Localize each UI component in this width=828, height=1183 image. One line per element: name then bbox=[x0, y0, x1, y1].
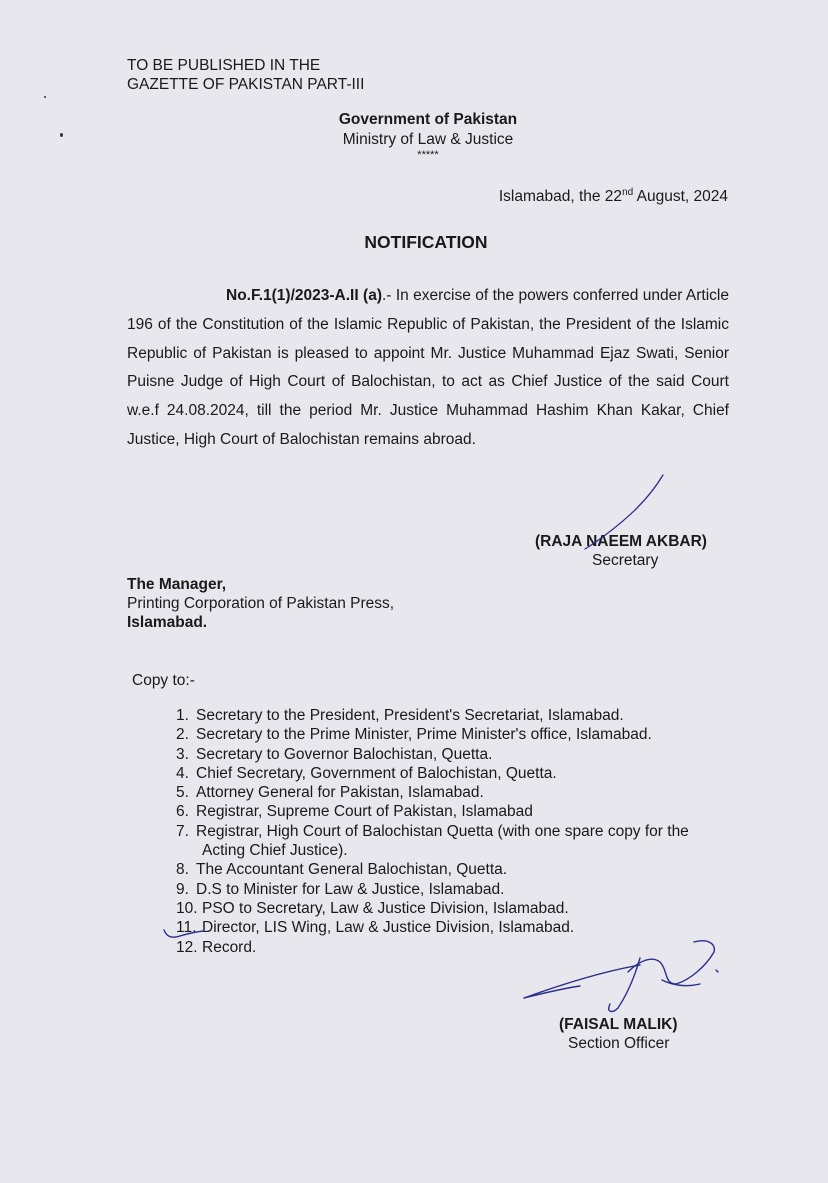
date-prefix: Islamabad, the 22 bbox=[498, 188, 623, 206]
date-rest: August, 2024 bbox=[633, 188, 728, 206]
ministry-heading: Ministry of Law & Justice bbox=[342, 131, 514, 148]
notification-title: NOTIFICATION bbox=[364, 232, 488, 252]
list-item: 1. Secretary to the President, President's Secretariat, Islamabad. bbox=[176, 707, 624, 724]
date-ordinal-suffix: nd bbox=[622, 187, 634, 198]
list-item: 7. Registrar, High Court of Balochistan Quetta (with one spare copy for the Acting Chief Justice). bbox=[176, 822, 736, 861]
list-item: 2. Secretary to the Prime Minister, Prime Minister's office, Islamabad. bbox=[176, 726, 652, 744]
scan-speck bbox=[60, 133, 63, 137]
addressee-line-3: Islamabad. bbox=[127, 614, 208, 631]
list-item: 10. PSO to Secretary, Law & Justice Division, Islamabad. bbox=[176, 899, 569, 917]
secretary-designation: Secretary bbox=[592, 552, 659, 569]
list-item: 4. Chief Secretary, Government of Balochistan, Quetta. bbox=[176, 764, 557, 782]
list-item: 12. Record. bbox=[176, 938, 257, 956]
list-item: 8. The Accountant General Balochistan, Quetta. bbox=[176, 861, 508, 879]
list-item-continuation: Acting Chief Justice). bbox=[202, 842, 348, 860]
notification-text: .- In exercise of the powers conferred under Article 196 of the Constitution of the Islamic Republic of Pakistan, the President of the Islamic Republic of Pakistan is pleased to appoint Mr. Justice Muhammad Ejaz Swati, Senior Puisne Judge of High Court of Balochistan, to act as Chief Justice of the said Court w.e.f 24.08.2024, till the period Mr. Justice Muhammad Hashim Khan Kakar, Chief Justice, High Court of Balochistan remains abroad. bbox=[127, 287, 729, 448]
copy-tick-mark bbox=[164, 930, 204, 937]
gazette-line-2: GAZETTE OF PAKISTAN PART-III bbox=[127, 76, 365, 93]
list-item: 5. Attorney General for Pakistan, Islamabad. bbox=[176, 784, 484, 802]
copy-to-label: Copy to:- bbox=[132, 672, 195, 689]
secretary-name: (RAJA NAEEM AKBAR) bbox=[535, 533, 707, 550]
heading-separator: ***** bbox=[417, 149, 439, 161]
gazette-line-1: TO BE PUBLISHED IN THE bbox=[127, 57, 321, 74]
section-officer-name: (FAISAL MALIK) bbox=[559, 1016, 678, 1033]
section-officer-signature bbox=[524, 941, 718, 1012]
notification-number: No.F.1(1)/2023-A.II (a) bbox=[226, 287, 382, 304]
addressee-line-1: The Manager, bbox=[127, 576, 227, 593]
list-item: 6. Registrar, Supreme Court of Pakistan, Islamabad bbox=[176, 803, 533, 821]
scan-speck bbox=[44, 96, 46, 98]
government-heading: Government of Pakistan bbox=[338, 111, 518, 128]
secretary-signature-stroke bbox=[585, 475, 663, 549]
section-officer-designation: Section Officer bbox=[568, 1035, 670, 1052]
list-item: 9. D.S to Minister for Law & Justice, Islamabad. bbox=[176, 880, 505, 898]
list-item: 11. Director, LIS Wing, Law & Justice Division, Islamabad. bbox=[176, 919, 575, 937]
addressee-line-2: Printing Corporation of Pakistan Press, bbox=[127, 595, 395, 612]
list-item: 3. Secretary to Governor Balochistan, Quetta. bbox=[176, 745, 493, 763]
